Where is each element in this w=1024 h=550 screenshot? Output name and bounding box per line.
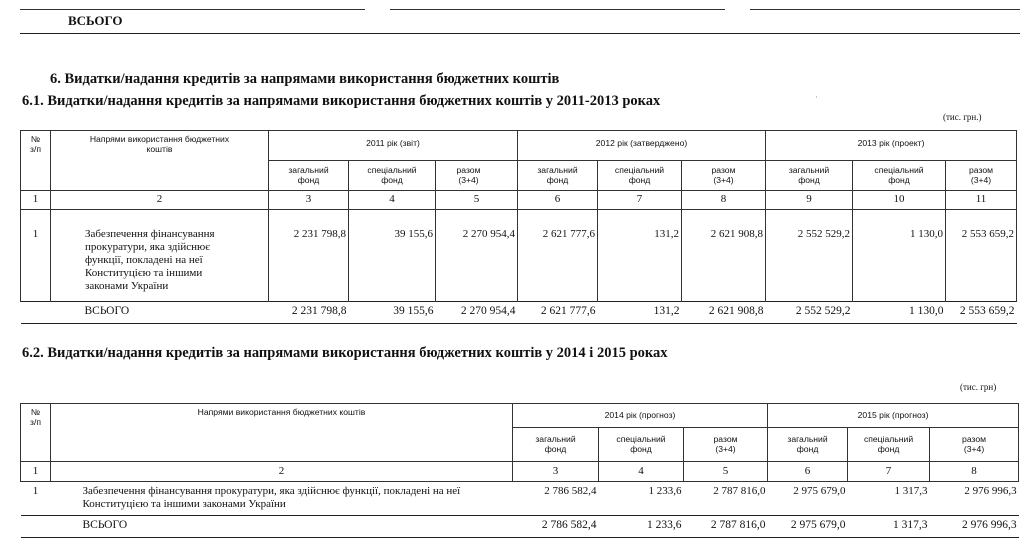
index-cell: 6 — [518, 191, 598, 210]
total-value: 131,2 — [598, 302, 682, 324]
total-value: 1 233,6 — [599, 516, 684, 538]
units-label-6-1: (тис. грн.) — [943, 112, 982, 122]
index-cell: 1 — [21, 191, 51, 210]
total-value: 39 155,6 — [349, 302, 436, 324]
index-cell: 1 — [21, 462, 51, 482]
value-cell: 2 787 816,0 — [713, 485, 766, 497]
table-6-1 — [20, 130, 1017, 324]
index-row — [21, 462, 1019, 482]
value-cell: 2 553 659,2 — [946, 210, 1017, 302]
row-direction: Забезпечення фінансування прокуратури, яка здійснює функції, покладені на неї Конституцією та іншими законами України — [82, 485, 461, 510]
index-cell: 7 — [598, 191, 682, 210]
index-cell: 5 — [684, 462, 768, 482]
header-direction: Напрями використання бюджетних коштів — [51, 404, 513, 462]
value-cell: 2 231 798,8 — [269, 210, 349, 302]
index-cell: 9 — [766, 191, 853, 210]
value-cell: 2 786 582,4 — [544, 485, 597, 497]
table-6-2 — [20, 403, 1019, 538]
subheader-special-2011: спеціальний фонд — [349, 161, 436, 191]
index-cell: 4 — [349, 191, 436, 210]
row-no: 1 — [21, 210, 51, 302]
value-cell: 1 233,6 — [648, 485, 682, 497]
subheader-general-2015: загальний фонд — [768, 428, 848, 462]
total-value: 2 621 777,6 — [518, 302, 598, 324]
index-cell: 6 — [768, 462, 848, 482]
subheader-total-2011: разом (3+4) — [436, 161, 518, 191]
value-cell: 2 552 529,2 — [766, 210, 853, 302]
table-row — [21, 482, 1019, 516]
units-label-6-2: (тис. грн) — [960, 382, 997, 392]
index-cell: 10 — [853, 191, 946, 210]
total-row — [21, 302, 1017, 324]
header-year-2015: 2015 рік (прогноз) — [768, 404, 1019, 428]
top-separator-2 — [390, 9, 725, 10]
subheader-total-2015: разом (3+4) — [930, 428, 1019, 462]
subheader-general-2012: загальний фонд — [518, 161, 598, 191]
subheader-total-2014: разом (3+4) — [684, 428, 768, 462]
value-cell: 1 317,3 — [894, 485, 928, 497]
total-value: 2 553 659,2 — [946, 302, 1017, 324]
total-value: 2 787 816,0 — [684, 516, 768, 538]
total-value: 2 270 954,4 — [436, 302, 518, 324]
previous-total-label: ВСЬОГО — [68, 13, 123, 28]
index-cell: 5 — [436, 191, 518, 210]
section-6-1-title: 6.1. Видатки/надання кредитів за напрямами використання бюджетних коштів у 2011-2013 роках — [22, 93, 661, 109]
subheader-special-2013: спеціальний фонд — [853, 161, 946, 191]
section-6-2-title: 6.2. Видатки/надання кредитів за напрямами використання бюджетних коштів у 2014 і 2015 роках — [22, 345, 668, 361]
subheader-special-2012: спеціальний фонд — [598, 161, 682, 191]
total-value: 2 231 798,8 — [269, 302, 349, 324]
value-cell: 2 270 954,4 — [436, 210, 518, 302]
value-cell: 2 975 679,0 — [793, 485, 846, 497]
top-rule — [20, 33, 1020, 34]
value-cell: 39 155,6 — [349, 210, 436, 302]
value-cell: 2 621 777,6 — [518, 210, 598, 302]
scan-mark: · — [815, 92, 818, 102]
top-separator-1 — [20, 9, 365, 10]
total-value: 1 130,0 — [853, 302, 946, 324]
subheader-special-2015: спеціальний фонд — [848, 428, 930, 462]
header-year-2011: 2011 рік (звіт) — [269, 131, 518, 161]
total-value: 2 976 996,3 — [930, 516, 1019, 538]
index-cell: 2 — [51, 462, 513, 482]
index-cell: 3 — [269, 191, 349, 210]
header-no: № з/п — [21, 131, 51, 191]
value-cell: 1 130,0 — [853, 210, 946, 302]
total-value: 2 975 679,0 — [768, 516, 848, 538]
value-cell: 2 976 996,3 — [964, 485, 1017, 497]
total-row — [21, 516, 1019, 538]
total-value: 2 786 582,4 — [513, 516, 599, 538]
header-direction: Напрями використання бюджетних коштів — [51, 131, 269, 191]
row-direction: Забезпечення фінансування прокуратури, яка здійснює функції, покладені на неї Конституцією та іншими законами України — [51, 210, 269, 302]
header-year-2013: 2013 рік (проект) — [766, 131, 1017, 161]
subheader-general-2013: загальний фонд — [766, 161, 853, 191]
top-separator-3 — [750, 9, 1020, 10]
row-no: 1 — [32, 485, 39, 497]
subheader-general-2011: загальний фонд — [269, 161, 349, 191]
header-no: № з/п — [21, 404, 51, 462]
total-label: ВСЬОГО — [51, 302, 269, 324]
subheader-special-2014: спеціальний фонд — [599, 428, 684, 462]
total-value: 1 317,3 — [848, 516, 930, 538]
index-cell: 8 — [930, 462, 1019, 482]
subheader-total-2012: разом (3+4) — [682, 161, 766, 191]
index-cell: 2 — [51, 191, 269, 210]
value-cell: 2 621 908,8 — [682, 210, 766, 302]
subheader-total-2013: разом (3+4) — [946, 161, 1017, 191]
index-cell: 3 — [513, 462, 599, 482]
total-label: ВСЬОГО — [51, 516, 513, 538]
total-value: 2 621 908,8 — [682, 302, 766, 324]
index-cell: 11 — [946, 191, 1017, 210]
total-value: 2 552 529,2 — [766, 302, 853, 324]
section-6-title: 6. Видатки/надання кредитів за напрямами використання бюджетних коштів — [50, 71, 560, 87]
index-cell: 4 — [599, 462, 684, 482]
table-row — [21, 210, 1017, 302]
subheader-general-2014: загальний фонд — [513, 428, 599, 462]
index-row — [21, 191, 1017, 210]
header-year-2014: 2014 рік (прогноз) — [513, 404, 768, 428]
index-cell: 7 — [848, 462, 930, 482]
header-year-2012: 2012 рік (затверджено) — [518, 131, 766, 161]
index-cell: 8 — [682, 191, 766, 210]
value-cell: 131,2 — [598, 210, 682, 302]
